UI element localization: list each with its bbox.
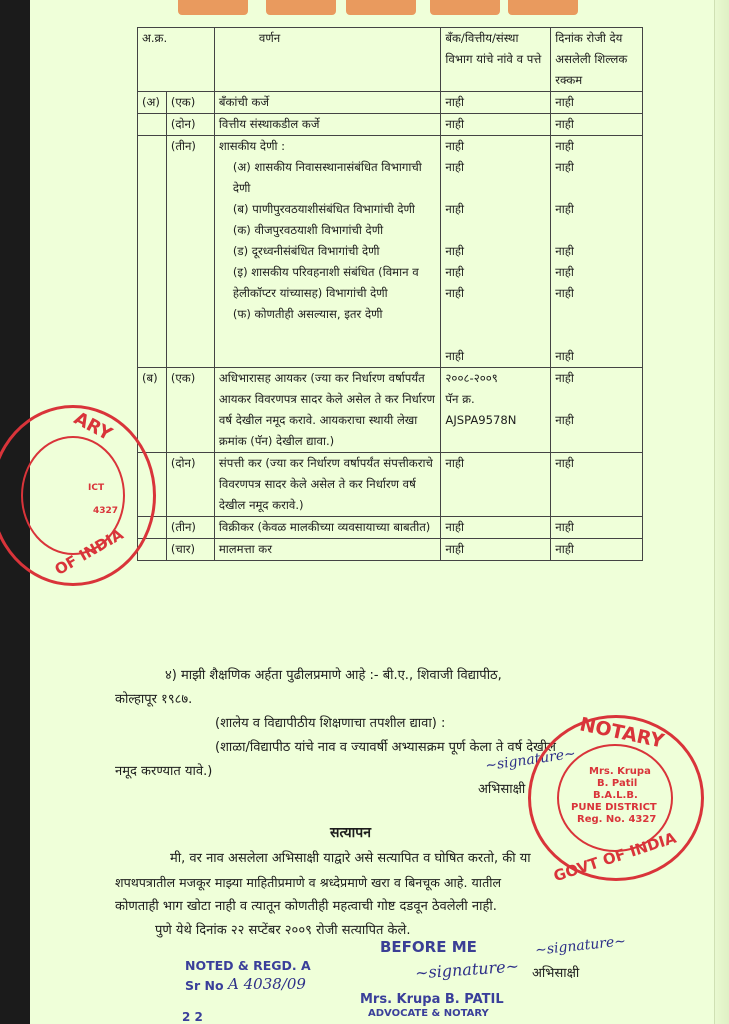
deponent-signature: ~signature~ [484,745,577,775]
before-me: BEFORE ME [380,938,477,956]
table-row: (दोन) वित्तीय संस्थाकडील कर्जे नाही नाही [138,114,643,136]
verification-title: सत्यापन [330,825,371,841]
education-line2: कोल्हापूर १९८७. [115,692,193,707]
notary-role: ADVOCATE & NOTARY [368,1008,489,1019]
revenue-stamp [430,0,500,15]
table-header-row [138,28,643,92]
education-line3: (शालेय व विद्यापीठीय शिक्षणाचा तपशील द्यावा) : [215,716,446,731]
revenue-stamp [346,0,416,15]
table-row: (तीन) शासकीय देणी : (अ) शासकीय निवासस्थानासंबंधित विभागाची देणी (ब) पाणीपुरवठयाशीसंबंधित विभागांची देणी (क) वीजपुरवठयाशी विभागांची देणी (ड) दूरध्वनीसंबंधित विभागांची देणी (इ) शासकीय परिवहनाशी संबंधित (विमान व हेलीकॉप्टर यांच्यासह) विभागांची देणी (फ) कोणतीही असल्यास, इतर देणी नाही नाही नाही नाही नाही नाही नाही नाही नाही नाही नाही नाही नाही नाही [138,136,643,368]
revenue-stamps [178,0,578,15]
education-line4: (शाळा/विद्यापीठ यांचे नाव व ज्यावर्षी अभ्यासक्रम पूर्ण केला ते वर्ष देखील [215,740,556,755]
table-row: (तीन) विक्रीकर (केवळ मालकीच्या व्यवसायाच्या बाबतीत) नाही नाही [138,517,643,539]
deponent-signature-2: ~signature~ [534,933,627,959]
table-row: (ब) (एक) अधिभारासह आयकर (ज्या कर निर्धारण वर्षापर्यंत आयकर विवरणपत्र सादर केले असेल ते कर निर्धारण वर्ष देखील नमूद करावे. आयकराचा स्थायी लेखा क्रमांक (पॅन) देखील द्यावा.) २००८-२००९ पॅन क्र. AJSPA9578N नाही नाही [138,368,643,453]
bottom-fragment: 2 2 [182,1010,203,1024]
deponent-label-2: अभिसाक्षी [532,966,580,981]
verification-line2: शपथपत्रातील मजकूर माझ्या माहितीप्रमाणे व श्रध्देप्रमाणे खरा व बिनचूक आहे. यातील [115,875,502,890]
liabilities-table [137,27,643,561]
serial-number-value: A 4038/09 [228,975,306,993]
government-dues: शासकीय देणी : (अ) शासकीय निवासस्थानासंबंधित विभागाची देणी (ब) पाणीपुरवठयाशीसंबंधित विभागांची देणी (क) वीजपुरवठयाशी विभागांची देणी (ड) दूरध्वनीसंबंधित विभागांची देणी (इ) शासकीय परिवहनाशी संबंधित (विमान व हेलीकॉप्टर यांच्यासह) विभागांची देणी (फ) कोणतीही असल्यास, इतर देणी [214,136,441,368]
pan-number: AJSPA9578N [445,413,517,427]
table-row: (अ) (एक) बँकांची कर्जे नाही नाही [138,92,643,114]
right-notary-seal: NOTARY Mrs. Krupa B. Patil B.A.L.B. PUNE DISTRICT Reg. No. 4327 GOVT OF INDIA [528,715,704,881]
header-amount: दिनांक रोजी देय असलेली शिल्लक रक्कम [551,28,643,92]
notary-name: Mrs. Krupa B. PATIL [360,992,504,1007]
verification-line1: मी, वर नाव असलेला अभिसाक्षी याद्वारे असे सत्यापित व घोषित करतो, की या [170,851,531,866]
page-edge [714,0,729,1024]
left-notary-seal: ARY ICT 4327 OF INDIA [0,405,156,586]
education-line1: ४) माझी शैक्षणिक अर्हता पुढीलप्रमाणे आहे :- बी.ए., शिवाजी विद्यापीठ, [165,668,502,683]
table-row: (दोन) संपत्ती कर (ज्या कर निर्धारण वर्षापर्यंत संपत्तीकराचे विवरणपत्र सादर केले असेल ते कर निर्धारण वर्ष देखील नमूद करावे.) नाही नाही [138,453,643,517]
revenue-stamp [178,0,248,15]
verification-line4: पुणे येथे दिनांक २२ सप्टेंबर २००९ रोजी सत्यापित केले. [155,923,411,938]
header-bank: बँक/वित्तीय/संस्था विभाग यांचे नांवे व पत्ते [441,28,551,92]
noted-regd: NOTED & REGD. A [185,958,311,973]
notary-signature: ~signature~ [414,956,520,983]
verification-line3: कोणताही भाग खोटा नाही व त्यातून कोणतीही महत्वाची गोष्ट दडवून ठेवलेली नाही. [115,899,497,914]
deponent-label: अभिसाक्षी [478,782,526,797]
table-row: (चार) मालमत्ता कर नाही नाही [138,539,643,561]
education-line5: नमूद करण्यात यावे.) [115,764,213,779]
revenue-stamp [266,0,336,15]
header-serial: अ.क्र. [138,28,215,92]
header-description: वर्णन [214,28,441,92]
revenue-stamp [508,0,578,15]
serial-number-label: Sr No [185,978,224,993]
